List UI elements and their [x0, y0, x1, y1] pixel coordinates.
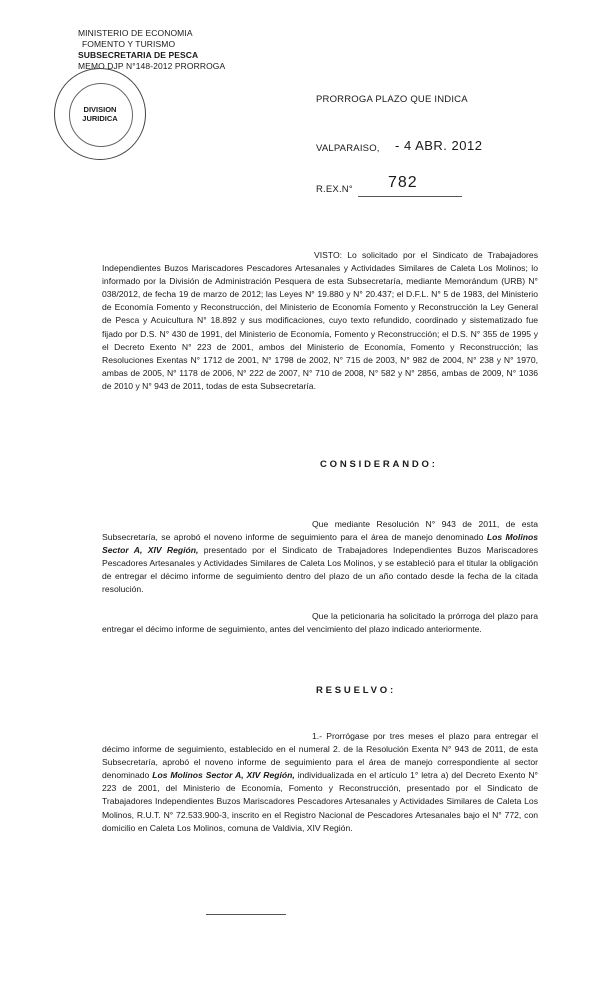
- area-name: Los Molinos Sector A, XIV Región,: [102, 532, 538, 556]
- resuelvo-paragraph-1: [102, 730, 538, 835]
- reference-title: PRORROGA PLAZO QUE INDICA: [316, 94, 468, 105]
- considerando-heading: CONSIDERANDO:: [320, 459, 438, 470]
- letterhead: [78, 28, 268, 72]
- resuelvo-p1-text-b: individualizada en el artículo 1° letra a) del Decreto Exento N° 223 de 2001, del Ministerio de Economía, Fomento y Reconstrucción, presentado por el Sindicato de Trabajadores Independientes Buzos Mariscadores Pescadores Artesanales y Actividades Similares de Caleta Los Molinos, R.U.T. N° 72.533.900-3, inscrito en el Registro Nacional de Pescadores Artesanales bajo el N° 772, con domicilio en Caleta Los Molinos, comuna de Valdivia, XIV Región.: [102, 770, 538, 833]
- area-name: Los Molinos Sector A, XIV Región,: [152, 770, 295, 781]
- resolution-label: R.EX.N°: [316, 184, 353, 195]
- bottom-rule: [206, 914, 286, 915]
- date-label: VALPARAISO,: [316, 143, 380, 154]
- visto-text: VISTO: Lo solicitado por el Sindicato de Trabajadores Independientes Buzos Mariscadores Pescadores Artesanales y Actividades Similares de Caleta Los Molinos; lo informado por la División de Administración Pesquera de esta Subsecretaría, mediante Memorándum (URB) N° 038/2012, de fecha 19 de marzo de 2012; las Leyes N° 19.880 y N° 20.437; el D.F.L. N° 5 de 1983, del Ministerio de Economía Fomento y Reconstrucción, del Ministerio de Economía Fomento y Reconstrucción la Ley General de Pesca y Acuicultura N° 18.892 y sus modificaciones, cuyo texto refundido, coordinado y sistematizado fue fijado por D.S. N° 430 de 1991, del Ministerio de Economía, Fomento y Reconstrucción; el D.S. N° 355 de 1995 y el Decreto Exento N° 223 de 2001, ambos del Ministerio de Economía, Fomento y Reconstrucción; las Resoluciones Exentas N° 1712 de 2001, N° 1798 de 2002, N° 715 de 2003, N° 982 de 2004, N° 238 y N° 1970, ambas de 2005, N° 1178 de 2006, N° 222 de 2007, N° 710 de 2008, N° 582 y N° 2856, ambas de 2009, N° 1036 de 2010 y N° 943 de 2011, todas de esta Subsecretaría.: [102, 250, 538, 391]
- ministry-subtitle: FOMENTO Y TURISMO: [82, 39, 176, 49]
- considerando-paragraph-2: [102, 610, 538, 636]
- stamp-line-2: JURIDICA: [82, 114, 118, 123]
- undersecretariat-name: SUBSECRETARIA DE PESCA: [78, 50, 199, 60]
- date-value: - 4 ABR. 2012: [395, 138, 483, 153]
- stamp-line-1: DIVISION: [83, 105, 117, 114]
- visto-paragraph: [102, 249, 538, 393]
- considerando-p1-text-a: Que mediante Resolución N° 943 de 2011, de esta Subsecretaría, se aprobó el noveno informe de seguimiento para el área de manejo denominado: [102, 519, 538, 543]
- considerando-paragraph-1: [102, 518, 538, 597]
- resolution-number-line: [358, 196, 462, 197]
- ministry-name: MINISTERIO DE ECONOMIA: [78, 28, 193, 38]
- stamp-text: [55, 105, 145, 123]
- resolution-number: 782: [388, 174, 418, 191]
- resuelvo-p1-text-a: 1.- Prorrógase por tres meses el plazo para entregar el décimo informe de seguimiento, establecido en el numeral 2. de la Resolución Exenta N° 943 de 2011, de esta Subsecretaría, aprobó el noveno informe de seguimiento para el área de manejo correspondiente al sector denominado: [102, 731, 538, 781]
- memo-reference: MEMO DJP N°148-2012 PRORROGA: [78, 61, 226, 71]
- considerando-p1-text-b: presentado por el Sindicato de Trabajadores Independientes Buzos Mariscadores Pescadores Artesanales y Actividades Similares de Caleta Los Molinos, y se estableció para el titular la obligación de entregar el décimo informe de seguimiento dentro del plazo de un año contado desde la fecha de la citada resolución.: [102, 545, 538, 595]
- resuelvo-heading: RESUELVO:: [316, 685, 396, 696]
- considerando-p2-text: Que la peticionaria ha solicitado la prórroga del plazo para entregar el décimo informe de seguimiento, antes del vencimiento del plazo indicado anteriormente.: [102, 611, 538, 635]
- division-juridica-stamp: [54, 68, 146, 160]
